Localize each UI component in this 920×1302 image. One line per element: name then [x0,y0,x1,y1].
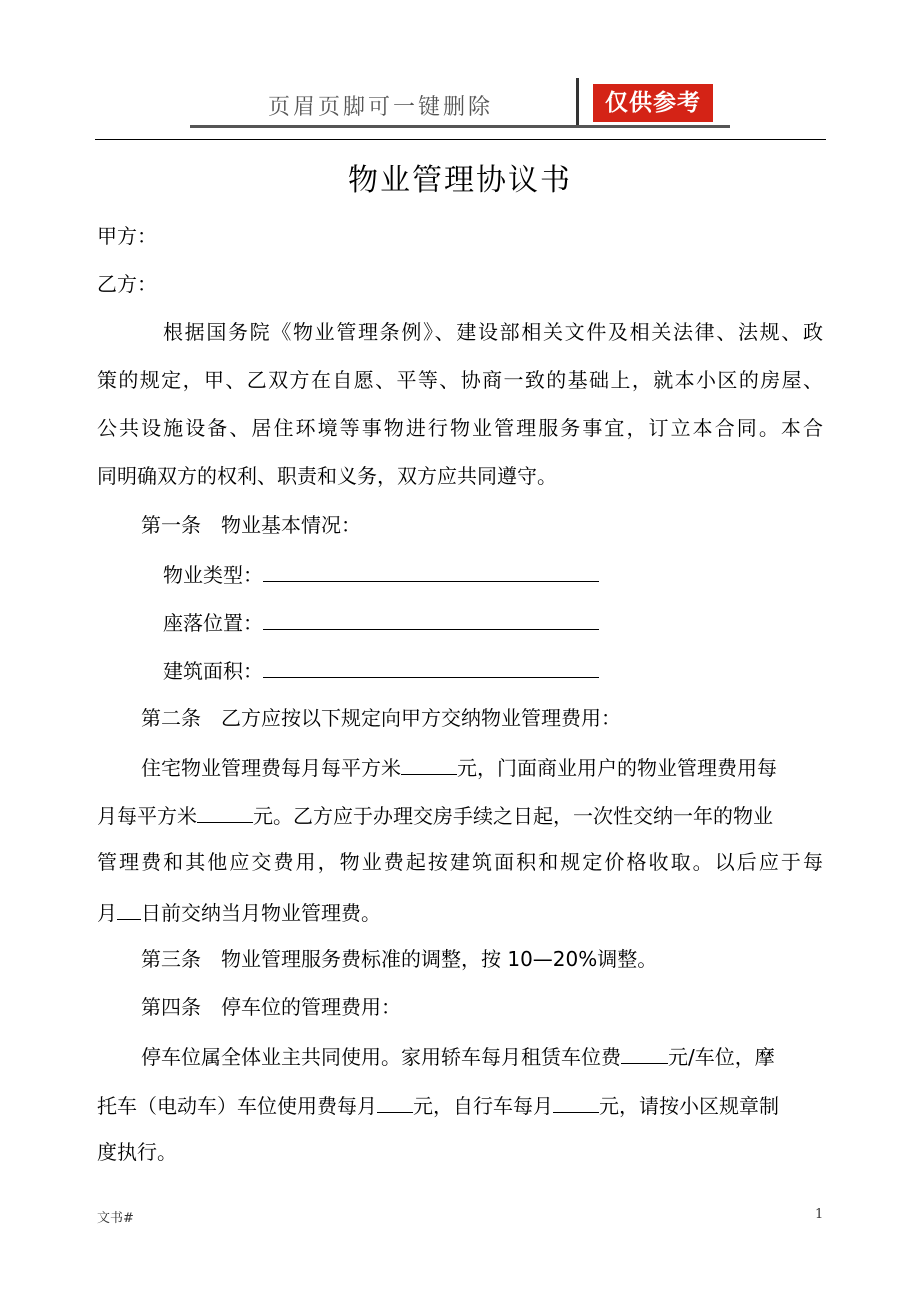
header-text: 页眉页脚可一键删除 [268,95,494,120]
fill-in-blank [263,607,599,630]
text-segment: 托车（电动车）车位使用费每月 [97,1094,377,1118]
article4-line: 度执行。 [97,1140,177,1164]
intro-line: 根据国务院《物业管理条例》、建设部相关文件及相关法律、法规、政 [163,320,823,344]
fill-in-blank [401,752,457,775]
fill-in-blank [197,800,253,823]
location-field [163,607,599,637]
document-title: 物业管理协议书 [348,163,572,198]
fill-in-blank [621,1041,668,1064]
field-label: 座落位置： [163,611,263,635]
fill-in-blank [377,1090,413,1113]
intro-line: 同明确双方的权利、职责和义务，双方应共同遵守。 [97,464,557,488]
party-a-label: 甲方： [97,224,157,248]
field-label: 物业类型： [163,563,263,587]
text-segment: 元，请按小区规章制 [599,1094,779,1118]
footer-label: 文书# [97,1211,134,1226]
text-segment: 月每平方米 [97,804,197,828]
text-segment: 元，门面商业用户的物业管理费用每 [457,756,777,780]
article4-line [97,1090,779,1120]
article4-line [141,1041,775,1071]
header-banner [190,76,730,130]
text-segment: 元/车位，摩 [668,1045,775,1069]
article2-line [97,897,381,927]
floor-area-field [163,655,599,685]
article2-line: 管理费和其他应交费用，物业费起按建筑面积和规定价格收取。以后应于每 [97,850,823,874]
header-divider [576,78,579,126]
text-segment: 元，自行车每月 [413,1094,553,1118]
page-number: 1 [815,1207,824,1222]
header-rule [95,139,826,140]
fill-in-blank [263,559,599,582]
article3-text: 第三条 物业管理服务费标准的调整，按 10—20%调整。 [141,947,658,971]
fill-in-blank [263,655,599,678]
article2-line [97,800,773,830]
text-segment: 住宅物业管理费每月每平方米 [141,756,401,780]
text-segment: 月 [97,901,117,925]
reference-only-stamp: 仅供参考 [593,84,713,122]
article2-heading: 第二条 乙方应按以下规定向甲方交纳物业管理费用： [141,706,621,730]
fill-in-blank [117,897,141,920]
intro-line: 策的规定，甲、乙双方在自愿、平等、协商一致的基础上，就本小区的房屋、 [97,368,823,392]
text-segment: 日前交纳当月物业管理费。 [141,901,381,925]
fill-in-blank [553,1090,599,1113]
header-underline [190,125,730,128]
article4-heading: 第四条 停车位的管理费用： [141,995,401,1019]
article1-heading: 第一条 物业基本情况： [141,513,361,537]
text-segment: 停车位属全体业主共同使用。家用轿车每月租赁车位费 [141,1045,621,1069]
field-label: 建筑面积： [163,659,263,683]
property-type-field [163,559,599,589]
text-segment: 元。乙方应于办理交房手续之日起，一次性交纳一年的物业 [253,804,773,828]
article2-line [141,752,777,782]
intro-line: 公共设施设备、居住环境等事物进行物业管理服务事宜，订立本合同。本合 [97,416,823,440]
party-b-label: 乙方： [97,272,157,296]
